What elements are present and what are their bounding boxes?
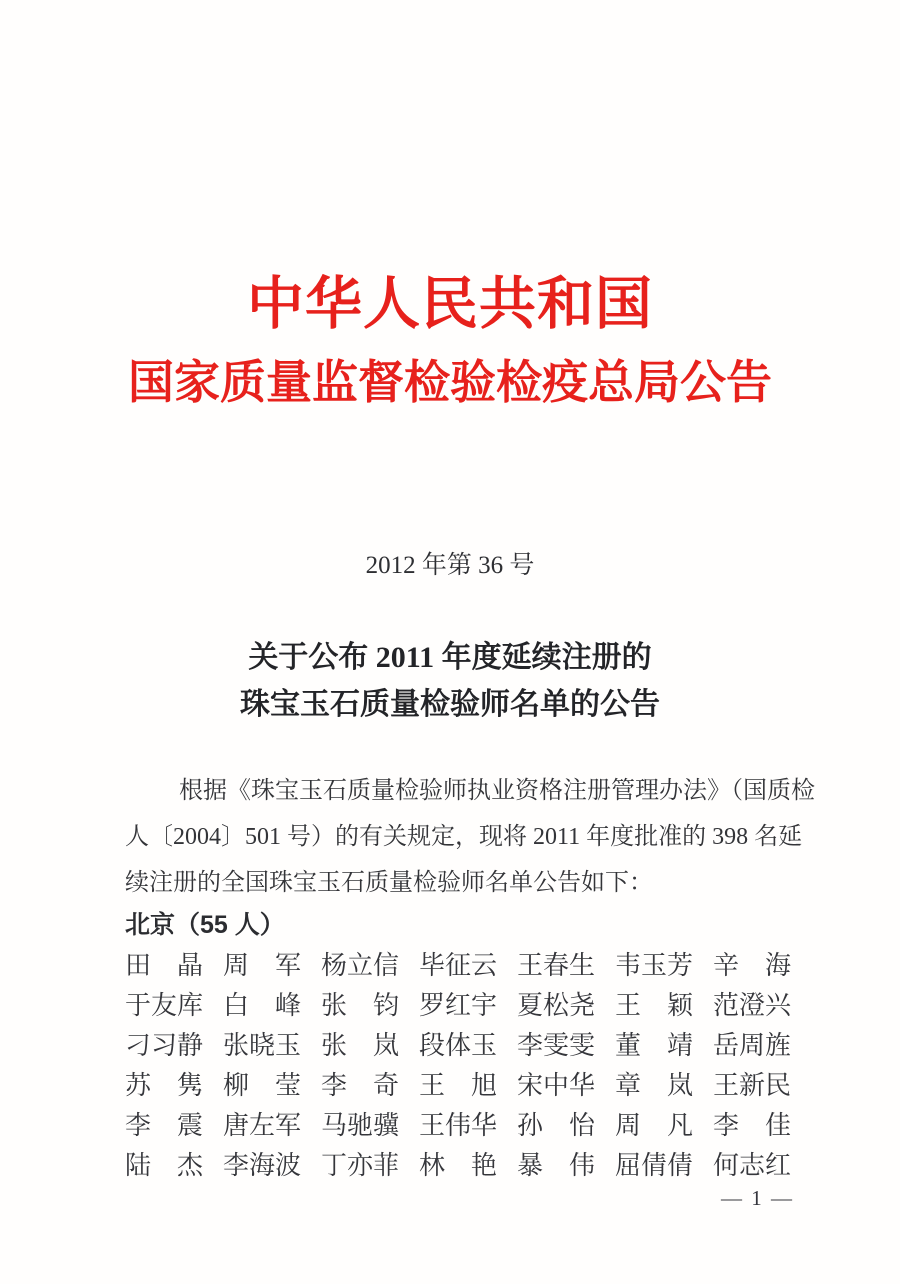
name-entry: 王伟华 bbox=[419, 1111, 498, 1140]
name-entry: 苏 隽 bbox=[125, 1071, 204, 1100]
name-entry: 韦玉芳 bbox=[615, 951, 694, 980]
name-entry: 董 靖 bbox=[615, 1031, 694, 1060]
name-entry: 李 震 bbox=[125, 1111, 204, 1140]
name-entry: 李雯雯 bbox=[517, 1031, 596, 1060]
masthead-title-line1: 中华人民共和国 bbox=[247, 273, 653, 336]
name-entry: 唐左军 bbox=[223, 1111, 302, 1140]
name-entry: 岳周旌 bbox=[713, 1031, 792, 1060]
announcement-title bbox=[0, 634, 900, 728]
name-entry: 屈倩倩 bbox=[615, 1151, 694, 1180]
name-entry: 孙 怡 bbox=[517, 1111, 596, 1140]
name-entry: 李 奇 bbox=[321, 1071, 400, 1100]
names-roster bbox=[125, 946, 791, 1186]
name-entry: 夏松尧 bbox=[517, 991, 596, 1020]
document-number: 2012 年第 36 号 bbox=[365, 552, 535, 579]
announcement-title-line1: 关于公布 2011 年度延续注册的 bbox=[248, 641, 652, 674]
body-paragraph bbox=[125, 768, 825, 906]
name-entry: 丁亦菲 bbox=[321, 1151, 400, 1180]
name-entry: 暴 伟 bbox=[517, 1151, 596, 1180]
name-entry: 马驰骥 bbox=[321, 1111, 400, 1140]
region-heading-beijing: 北京（55 人） bbox=[125, 911, 285, 939]
name-entry: 张 钧 bbox=[321, 991, 400, 1020]
names-row bbox=[125, 946, 791, 986]
names-row bbox=[125, 1066, 791, 1106]
name-entry: 于友库 bbox=[125, 991, 204, 1020]
name-entry: 李 佳 bbox=[713, 1111, 792, 1140]
names-row bbox=[125, 1146, 791, 1186]
name-entry: 陆 杰 bbox=[125, 1151, 204, 1180]
name-entry: 范澄兴 bbox=[713, 991, 792, 1020]
name-entry: 段体玉 bbox=[419, 1031, 498, 1060]
body-paragraph-line: 续注册的全国珠宝玉石质量检验师名单公告如下： bbox=[125, 870, 653, 896]
body-paragraph-line: 人〔2004〕501 号）的有关规定，现将 2011 年度批准的 398 名延 bbox=[125, 824, 803, 850]
name-entry: 杨立信 bbox=[321, 951, 400, 980]
name-entry: 田 晶 bbox=[125, 951, 204, 980]
name-entry: 辛 海 bbox=[713, 951, 792, 980]
announcement-title-line2: 珠宝玉石质量检验师名单的公告 bbox=[240, 688, 660, 721]
names-row bbox=[125, 1026, 791, 1066]
masthead-title-line2: 国家质量监督检验检疫总局公告 bbox=[128, 357, 772, 408]
names-row bbox=[125, 1106, 791, 1146]
name-entry: 李海波 bbox=[223, 1151, 302, 1180]
name-entry: 罗红宇 bbox=[419, 991, 498, 1020]
page-number: — 1 — bbox=[721, 1186, 794, 1210]
name-entry: 王春生 bbox=[517, 951, 596, 980]
name-entry: 白 峰 bbox=[223, 991, 302, 1020]
name-entry: 何志红 bbox=[713, 1151, 792, 1180]
name-entry: 章 岚 bbox=[615, 1071, 694, 1100]
names-row bbox=[125, 986, 791, 1026]
name-entry: 王 旭 bbox=[419, 1071, 498, 1100]
name-entry: 宋中华 bbox=[517, 1071, 596, 1100]
document-masthead bbox=[0, 0, 900, 406]
name-entry: 毕征云 bbox=[419, 951, 498, 980]
name-entry: 刁习静 bbox=[125, 1031, 204, 1060]
name-entry: 张 岚 bbox=[321, 1031, 400, 1060]
name-entry: 王新民 bbox=[713, 1071, 792, 1100]
name-entry: 张晓玉 bbox=[223, 1031, 302, 1060]
name-entry: 王 颖 bbox=[615, 991, 694, 1020]
name-entry: 周 凡 bbox=[615, 1111, 694, 1140]
name-entry: 柳 莹 bbox=[223, 1071, 302, 1100]
name-entry: 周 军 bbox=[223, 951, 302, 980]
body-paragraph-line: 根据《珠宝玉石质量检验师执业资格注册管理办法》（国质检 bbox=[179, 778, 815, 804]
name-entry: 林 艳 bbox=[419, 1151, 498, 1180]
